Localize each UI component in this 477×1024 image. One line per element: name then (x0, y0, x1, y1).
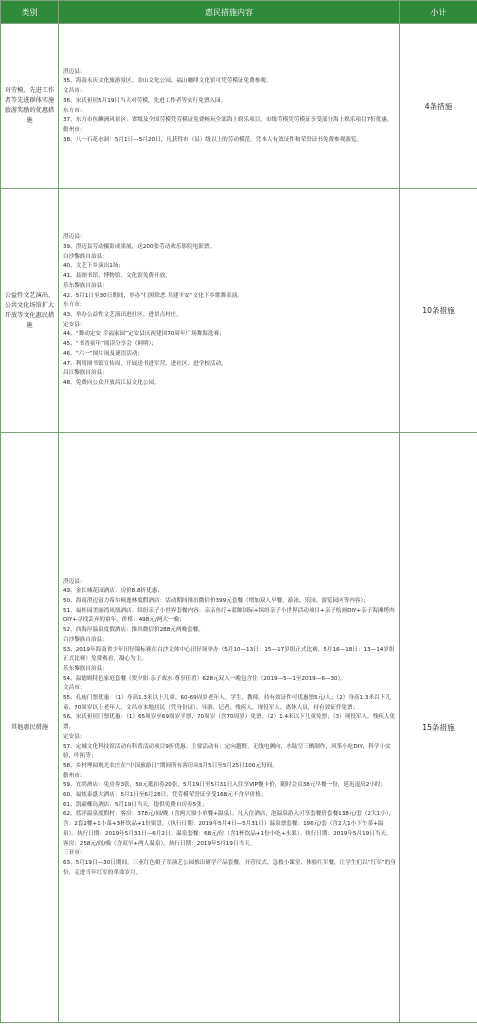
list-item: 澄迈县： (63, 68, 86, 75)
list-item: 42、5月1日至30日期间，举办“扫黑除恶 共建平安”文化下乡歌舞表演。 (63, 292, 243, 299)
list-item: 56、宋氏祖居门票优惠：（1）65周岁至69周岁半票、70周岁（含70周岁）免票；（2）1.4米以下儿童免票；（3）现役军人、残疾人免票。 (63, 714, 396, 731)
list-item: 54、温德姆特色家庭套餐（贺夕阳·亲子戏水·尊享佳肴）628元双人一晚包含住（2019—5—1至2019—6—30）。 (63, 675, 346, 682)
list-item: 文昌市： (63, 685, 86, 692)
list-item: 文昌市： (63, 88, 86, 95)
list-item: 41、县图书馆、博物馆、文化馆免费开放。 (63, 273, 171, 280)
list-item: 乐东黎族自治县： (63, 282, 108, 289)
list-item: 55、孔庙门票优惠：（1）身高1.3米以上儿童、60-69周岁老年人、学生、教师，持有效证件可优惠票5元/人；（2）身高1.3米以下儿童、70周岁以上老年人、文昌市本地居民（凭身份证）、导游、记者、残疾人、现役军人、离休人员，持有效证件免票； (63, 695, 391, 711)
list-item: 62、蓝洋温泉度假村：客房：378元/间/晚（含两大窗小单餐+温泉）。凡入住酒店，泡温泉游入可享套餐价套餐138元/套（2大1小），含：2套2餐+1小菜+3杯饮品+1份果盘。（执行日期：2019年5月4日—5月31日）温泉票套餐：196元/套（含2大1小下午茶+温泉）。执行日期：2019年5月31日—6月2日。温泉套餐：68元/位（含1杯饮品+1份小吃+水果）。执行日期：2019年5月19日当天。客房：258元/间/晚（含双早+两人温泉）。执行日期：2019年5月19日当天。 (63, 811, 395, 847)
list-item: 定安县： (63, 321, 86, 328)
list-item: 51、福桂园美丽湾凤凰酒店：缤纷亲子小世界套餐内容：亲亲鱼疗+蓝鲸国际+缤纷亲子小世界活动项目+亲子绘画DIY+亲子海滩烤肉DIY+寻找丢弃的童年。价格：498元/两大一晚； (63, 607, 395, 624)
list-item: 37、东方市鱼鳞洲风景区：省级及全国劳模凭劳模证免费畅玩全部海上娱乐项目，市级劳模凭劳模证享受部分海上娱乐项目7折优惠。 (63, 117, 393, 124)
list-item: 儋州市： (63, 772, 86, 779)
list-item: 47、利用图书馆宣传周，开展送书进军营、进社区、进学校活动。 (63, 360, 227, 367)
list-item: 57、定城文化科技馆活动有科普活动项目9折优惠。主要活动有：定向越野，无线电测向，水陆空三栖制作，风筝小吃DIY，科学小实验，叶拓等； (63, 743, 391, 760)
list-item: 60、福炫泰盛大酒店：5月1日至6月28日，凭劳模荣誉证享受168元不含早价格； (63, 792, 267, 799)
list-item: 澄迈县： (63, 234, 86, 241)
list-item: 36、宋氏祖居5月19日当天对劳模、先进工作者等实行免票入园。 (63, 97, 227, 104)
list-item: 三亚市： (63, 850, 86, 857)
list-item: 53、2019年海南省少年田径锦标赛在白沙文体中心田径场举办（5月10—13日：15—17岁组正式比赛，5月16—18日：13—14岁组正式比赛）免费观看，凝心为主。 (63, 646, 395, 663)
row-items (59, 189, 400, 433)
list-item: 澄迈县： (63, 578, 86, 585)
row-category: 对劳模、先进工作者等先进群体实施旅游奖励的优惠措施 (1, 24, 59, 189)
list-item: 儋州市： (63, 126, 86, 133)
list-item: 61、凯豪椰岛酒店：5月19日当天，提供免费自房券5张； (63, 801, 208, 808)
list-item: 63、5月19日—30日期间，三亚红色娘子军演艺公园推出研学产品套餐，开营仪式、急救小课堂、体验红军餐，让学生们以“红军”的身份，走进当年红军的革命岁月。 (63, 859, 396, 876)
row-items (59, 433, 400, 1023)
row-items (59, 24, 400, 189)
header-content: 惠民措施内容 (59, 1, 400, 24)
list-item: 38、八一石花水洞：5月1日—5月20日，凡获得市（县）级以上的劳动模范，凭本人有效证件和荣誉证书免费参观游览。 (63, 136, 363, 143)
list-item: 52、西海岸温泉度假酒店：推出微信价288元两晚套餐。 (63, 627, 204, 634)
row-category: 公益性文艺演出、公共文化场馆扩大开放等文化惠民措施 (1, 189, 59, 433)
list-item: 白沙黎族自治县： (63, 253, 108, 260)
header-category: 类别 (1, 1, 59, 24)
table-row (1, 189, 477, 433)
list-item: 48、免费向公众开放昌江县文化公园。 (63, 379, 160, 386)
row-count: 10条措施 (400, 189, 477, 433)
list-item: 乐东黎族自治县： (63, 665, 108, 672)
list-item: 35、海南永庆文化旅游景区、金山文化公园、福山咖啡文化馆可凭劳模证免费参观。 (63, 78, 272, 85)
list-item: 46、“六一”图片展及谜语活动； (63, 350, 144, 357)
list-item: 定安县： (63, 733, 86, 740)
list-item: 39、澄迈县劳动摄影成果展，送200张劳动欢乐影院电影票。 (63, 244, 216, 251)
row-count: 15条措施 (400, 433, 477, 1023)
list-item: 昌江黎族自治县： (63, 370, 108, 377)
list-item: 白沙黎族自治县： (63, 636, 108, 643)
table-row (1, 433, 477, 1023)
list-item: 50、海南澄迈富力希尔顿逸林度假酒店：活动期间推出微信价399元套餐（增加双人早餐、游泳、乐园、游览园区等内容）； (63, 598, 369, 604)
table-row (1, 24, 477, 189)
table-header-row (1, 1, 477, 24)
list-item: 59、宜尚酒店：免房券3张，50元抵扣券20张，5月19日至5月31日入住享VIP餐卡价，随时会员38元早餐一份，延迟退房2小时； (63, 782, 387, 789)
row-count: 4条措施 (400, 24, 477, 189)
header-subtotal: 小计 (400, 1, 477, 24)
list-item: 58、乡村理园观光农庄在“中国旅游日”期间所有客房从5月5日至5月25日100元每间。 (63, 762, 278, 769)
list-item: 东方市： (63, 302, 86, 309)
list-item: 东方市： (63, 107, 86, 114)
list-item: 45、“书香童年”阅读分享会（阿明）； (63, 341, 158, 348)
list-item: 40、文艺下乡演出1场； (63, 263, 125, 270)
list-item: 49、金长城花园酒店：房价8.8折优惠； (63, 588, 163, 595)
list-item: 44、“舞动定安 幸福家园”定安县庆祝建国70周年广场舞海选赛； (63, 331, 225, 338)
row-category: 其他惠民措施 (1, 433, 59, 1023)
list-item: 43、举办公益性文艺演出进社区、进景点村庄。 (63, 312, 182, 318)
